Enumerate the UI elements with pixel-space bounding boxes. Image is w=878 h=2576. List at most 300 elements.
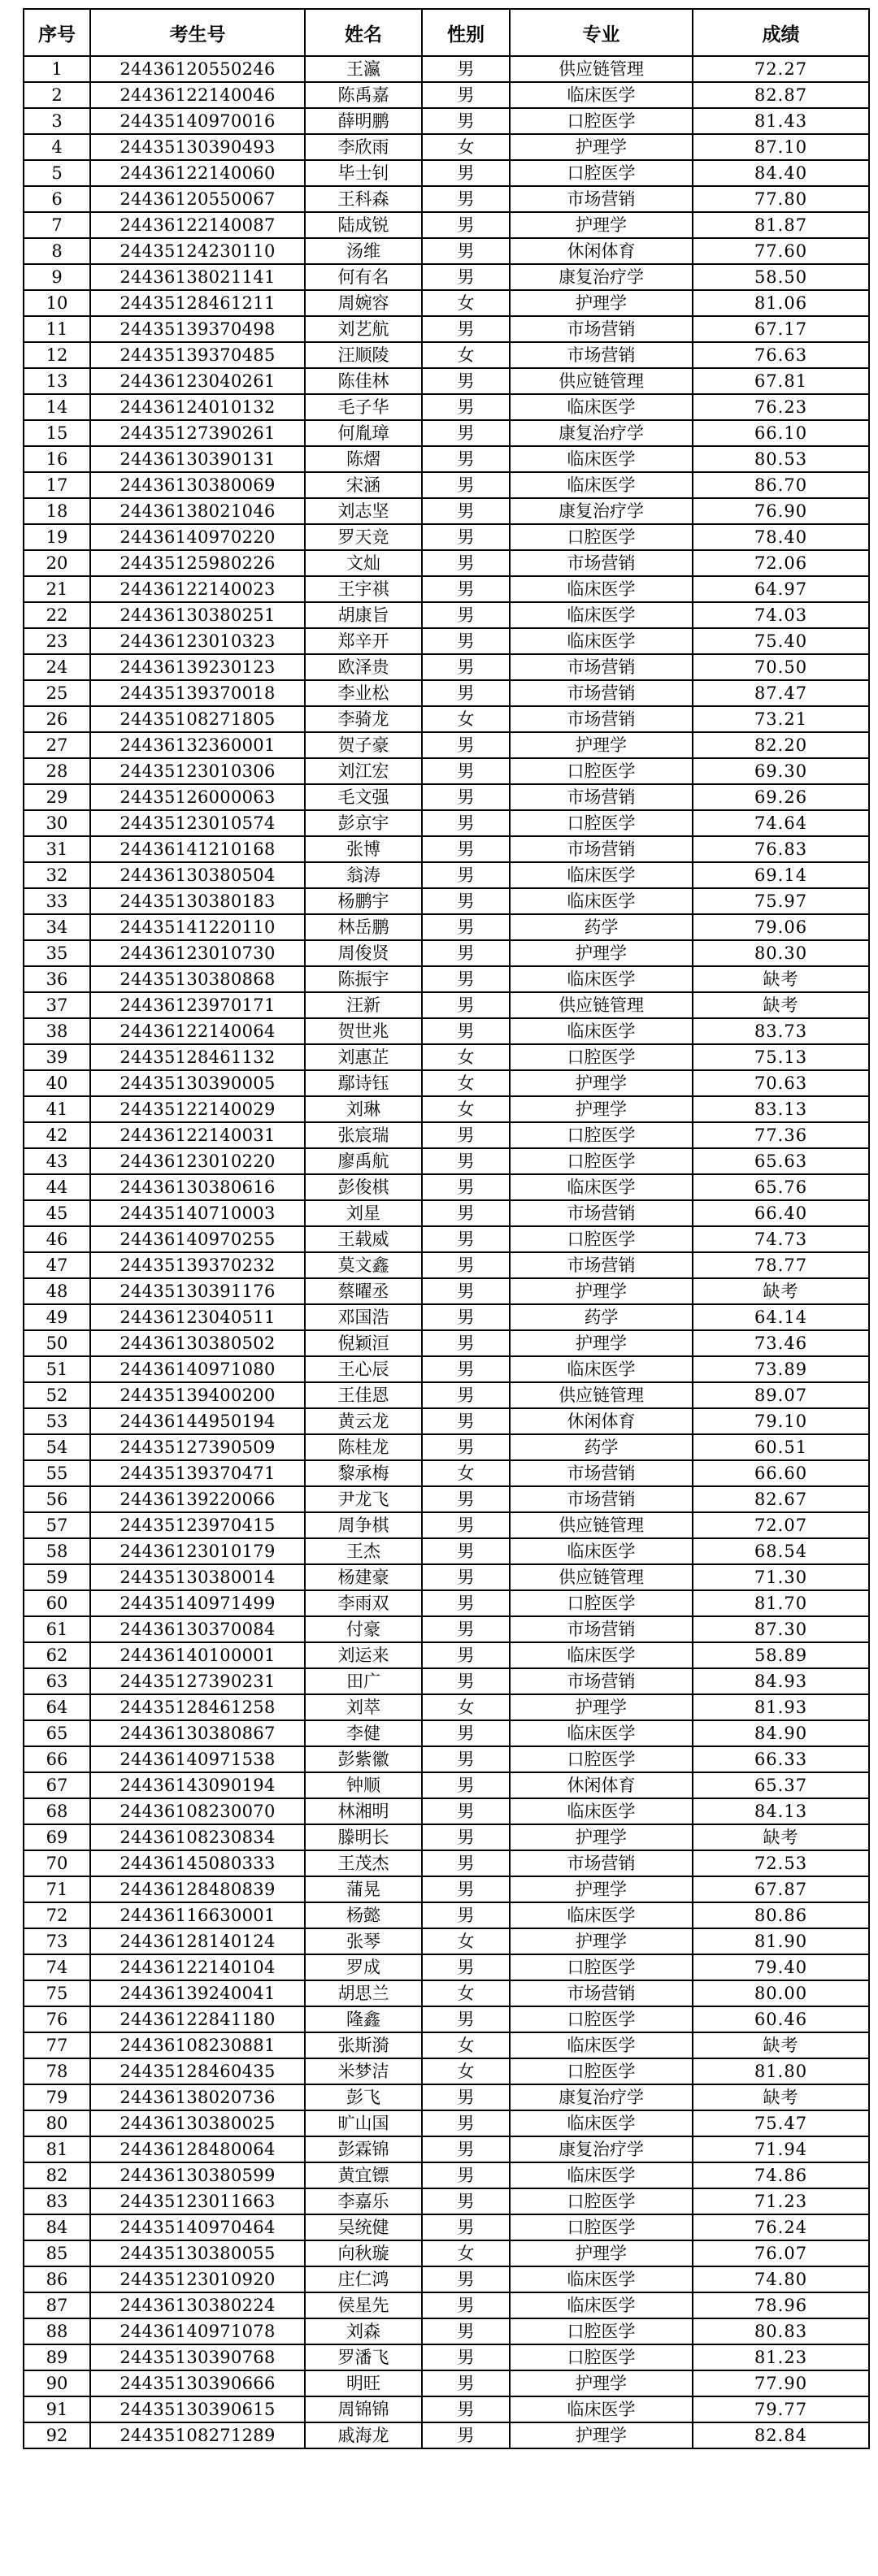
cell-seq: 82 (24, 2162, 90, 2188)
cell-gender: 男 (422, 446, 510, 472)
cell-name: 钟顺 (305, 1772, 422, 1798)
cell-gender: 男 (422, 1538, 510, 1564)
cell-major: 护理学 (510, 2422, 693, 2448)
cell-score: 64.97 (693, 576, 869, 602)
cell-seq: 29 (24, 784, 90, 810)
cell-score: 75.40 (693, 628, 869, 654)
cell-seq: 50 (24, 1330, 90, 1356)
cell-name: 陈禹嘉 (305, 82, 422, 108)
cell-name: 付豪 (305, 1616, 422, 1642)
table-row (24, 1434, 869, 1460)
cell-score: 58.89 (693, 1642, 869, 1668)
cell-exam-number: 24436123040511 (90, 1304, 305, 1330)
cell-name: 王载威 (305, 1226, 422, 1252)
cell-major: 休闲体育 (510, 1772, 693, 1798)
cell-major: 休闲体育 (510, 238, 693, 264)
cell-major: 护理学 (510, 1876, 693, 1902)
cell-exam-number: 24435139370485 (90, 342, 305, 368)
cell-gender: 男 (422, 2084, 510, 2110)
table-row (24, 2214, 869, 2240)
cell-name: 李嘉乐 (305, 2188, 422, 2214)
cell-exam-number: 24435130390615 (90, 2396, 305, 2422)
cell-score: 72.07 (693, 1512, 869, 1538)
cell-name: 刘星 (305, 1200, 422, 1226)
cell-gender: 男 (422, 2318, 510, 2344)
cell-exam-number: 24436143090194 (90, 1772, 305, 1798)
cell-exam-number: 24436130380867 (90, 1720, 305, 1746)
cell-major: 供应链管理 (510, 368, 693, 394)
cell-gender: 男 (422, 966, 510, 992)
cell-exam-number: 24436130380251 (90, 602, 305, 628)
cell-name: 黎承梅 (305, 1460, 422, 1486)
cell-major: 供应链管理 (510, 1564, 693, 1590)
cell-gender: 男 (422, 2136, 510, 2162)
cell-seq: 5 (24, 160, 90, 186)
cell-major: 临床医学 (510, 472, 693, 498)
cell-major: 市场营销 (510, 1486, 693, 1512)
cell-score: 81.90 (693, 1928, 869, 1954)
cell-exam-number: 24436130370084 (90, 1616, 305, 1642)
cell-name: 隆鑫 (305, 2006, 422, 2032)
cell-major: 市场营销 (510, 1850, 693, 1876)
table-row (24, 134, 869, 160)
table-row (24, 940, 869, 966)
cell-name: 毕士钊 (305, 160, 422, 186)
table-row (24, 1824, 869, 1850)
table-row (24, 784, 869, 810)
cell-exam-number: 24436123970171 (90, 992, 305, 1018)
header-row (24, 9, 869, 56)
cell-exam-number: 24435125980226 (90, 550, 305, 576)
cell-gender: 男 (422, 680, 510, 706)
cell-major: 口腔医学 (510, 160, 693, 186)
cell-exam-number: 24435139370018 (90, 680, 305, 706)
cell-gender: 男 (422, 576, 510, 602)
cell-exam-number: 24435128461132 (90, 1044, 305, 1070)
cell-exam-number: 24436140100001 (90, 1642, 305, 1668)
cell-score: 66.40 (693, 1200, 869, 1226)
cell-exam-number: 24435122140029 (90, 1096, 305, 1122)
cell-exam-number: 24436130380025 (90, 2110, 305, 2136)
cell-exam-number: 24436120550067 (90, 186, 305, 212)
cell-score: 66.10 (693, 420, 869, 446)
cell-score: 72.53 (693, 1850, 869, 1876)
cell-seq: 64 (24, 1694, 90, 1720)
cell-name: 王瀛 (305, 56, 422, 82)
cell-major: 口腔医学 (510, 108, 693, 134)
cell-name: 吴统健 (305, 2214, 422, 2240)
cell-gender: 男 (422, 2162, 510, 2188)
cell-seq: 51 (24, 1356, 90, 1382)
cell-seq: 81 (24, 2136, 90, 2162)
cell-gender: 男 (422, 810, 510, 836)
cell-gender: 男 (422, 1174, 510, 1200)
cell-score: 76.23 (693, 394, 869, 420)
cell-exam-number: 24436139220066 (90, 1486, 305, 1512)
cell-major: 护理学 (510, 1278, 693, 1304)
table-row (24, 1720, 869, 1746)
cell-name: 杨建豪 (305, 1564, 422, 1590)
cell-major: 口腔医学 (510, 2214, 693, 2240)
cell-exam-number: 24436122140064 (90, 1018, 305, 1044)
table-row (24, 1980, 869, 2006)
cell-name: 毛文强 (305, 784, 422, 810)
cell-name: 彭俊棋 (305, 1174, 422, 1200)
cell-gender: 男 (422, 732, 510, 758)
cell-exam-number: 24435127390509 (90, 1434, 305, 1460)
cell-score: 70.50 (693, 654, 869, 680)
cell-exam-number: 24435128461258 (90, 1694, 305, 1720)
cell-name: 彭紫徽 (305, 1746, 422, 1772)
cell-name: 汪顺陵 (305, 342, 422, 368)
cell-exam-number: 24435140971499 (90, 1590, 305, 1616)
cell-gender: 男 (422, 1824, 510, 1850)
cell-score: 71.23 (693, 2188, 869, 2214)
cell-gender: 男 (422, 1148, 510, 1174)
cell-name: 李雨双 (305, 1590, 422, 1616)
cell-gender: 男 (422, 2214, 510, 2240)
cell-seq: 62 (24, 1642, 90, 1668)
cell-major: 临床医学 (510, 576, 693, 602)
cell-name: 刘萃 (305, 1694, 422, 1720)
table-row (24, 472, 869, 498)
cell-score: 81.23 (693, 2344, 869, 2370)
cell-score: 缺考 (693, 966, 869, 992)
cell-score: 69.14 (693, 862, 869, 888)
cell-score: 64.14 (693, 1304, 869, 1330)
cell-seq: 28 (24, 758, 90, 784)
cell-name: 刘江宏 (305, 758, 422, 784)
cell-gender: 男 (422, 1200, 510, 1226)
cell-score: 81.06 (693, 290, 869, 316)
cell-exam-number: 24436140971080 (90, 1356, 305, 1382)
cell-major: 市场营销 (510, 342, 693, 368)
cell-seq: 58 (24, 1538, 90, 1564)
cell-exam-number: 24436130380502 (90, 1330, 305, 1356)
cell-name: 彭京宇 (305, 810, 422, 836)
cell-score: 69.26 (693, 784, 869, 810)
cell-seq: 47 (24, 1252, 90, 1278)
cell-major: 药学 (510, 914, 693, 940)
cell-major: 口腔医学 (510, 2006, 693, 2032)
cell-gender: 男 (422, 1798, 510, 1824)
cell-exam-number: 24436138020736 (90, 2084, 305, 2110)
cell-major: 临床医学 (510, 2266, 693, 2292)
cell-gender: 女 (422, 1044, 510, 1070)
cell-exam-number: 24435123970415 (90, 1512, 305, 1538)
cell-gender: 男 (422, 238, 510, 264)
cell-seq: 37 (24, 992, 90, 1018)
cell-exam-number: 24436130380599 (90, 2162, 305, 2188)
cell-exam-number: 24436140970255 (90, 1226, 305, 1252)
cell-name: 陈振宇 (305, 966, 422, 992)
header-major: 专业 (510, 9, 693, 56)
cell-name: 蒲晃 (305, 1876, 422, 1902)
cell-name: 侯星先 (305, 2292, 422, 2318)
cell-name: 周俊贤 (305, 940, 422, 966)
table-row (24, 2370, 869, 2396)
cell-seq: 78 (24, 2058, 90, 2084)
cell-gender: 男 (422, 1304, 510, 1330)
cell-score: 73.89 (693, 1356, 869, 1382)
cell-seq: 14 (24, 394, 90, 420)
table-row (24, 810, 869, 836)
cell-score: 82.20 (693, 732, 869, 758)
cell-gender: 男 (422, 394, 510, 420)
cell-major: 口腔医学 (510, 758, 693, 784)
cell-gender: 男 (422, 654, 510, 680)
cell-gender: 男 (422, 2370, 510, 2396)
table-row (24, 1590, 869, 1616)
table-row (24, 1746, 869, 1772)
cell-score: 82.84 (693, 2422, 869, 2448)
cell-seq: 87 (24, 2292, 90, 2318)
table-row (24, 1356, 869, 1382)
cell-name: 田广 (305, 1668, 422, 1694)
cell-seq: 6 (24, 186, 90, 212)
cell-gender: 男 (422, 1590, 510, 1616)
cell-name: 庄仁鸿 (305, 2266, 422, 2292)
cell-major: 临床医学 (510, 1720, 693, 1746)
cell-major: 康复治疗学 (510, 264, 693, 290)
cell-gender: 男 (422, 1772, 510, 1798)
cell-seq: 20 (24, 550, 90, 576)
cell-seq: 69 (24, 1824, 90, 1850)
cell-major: 市场营销 (510, 316, 693, 342)
cell-gender: 男 (422, 888, 510, 914)
cell-seq: 48 (24, 1278, 90, 1304)
cell-score: 60.46 (693, 2006, 869, 2032)
cell-exam-number: 24435123010574 (90, 810, 305, 836)
cell-name: 戚海龙 (305, 2422, 422, 2448)
cell-gender: 男 (422, 82, 510, 108)
cell-exam-number: 24435130380055 (90, 2240, 305, 2266)
cell-major: 口腔医学 (510, 1044, 693, 1070)
table-row (24, 498, 869, 524)
cell-score: 74.80 (693, 2266, 869, 2292)
cell-exam-number: 24435123010306 (90, 758, 305, 784)
cell-score: 87.10 (693, 134, 869, 160)
cell-name: 张琴 (305, 1928, 422, 1954)
cell-exam-number: 24435139370498 (90, 316, 305, 342)
table-row (24, 1512, 869, 1538)
cell-score: 84.93 (693, 1668, 869, 1694)
cell-seq: 73 (24, 1928, 90, 1954)
cell-score: 79.10 (693, 1408, 869, 1434)
cell-name: 彭霖锦 (305, 2136, 422, 2162)
cell-name: 蔡曜丞 (305, 1278, 422, 1304)
table-row (24, 2422, 869, 2448)
cell-gender: 男 (422, 1486, 510, 1512)
cell-gender: 男 (422, 1876, 510, 1902)
cell-major: 口腔医学 (510, 1590, 693, 1616)
cell-exam-number: 24435130390666 (90, 2370, 305, 2396)
cell-score: 84.13 (693, 1798, 869, 1824)
cell-exam-number: 24436122140104 (90, 1954, 305, 1980)
cell-score: 79.06 (693, 914, 869, 940)
cell-gender: 男 (422, 524, 510, 550)
cell-seq: 85 (24, 2240, 90, 2266)
cell-major: 市场营销 (510, 1980, 693, 2006)
table-row (24, 238, 869, 264)
cell-gender: 男 (422, 2188, 510, 2214)
cell-gender: 男 (422, 108, 510, 134)
cell-gender: 男 (422, 2396, 510, 2422)
cell-gender: 男 (422, 1252, 510, 1278)
cell-major: 市场营销 (510, 706, 693, 732)
cell-score: 76.83 (693, 836, 869, 862)
cell-seq: 55 (24, 1460, 90, 1486)
table-row (24, 56, 869, 82)
cell-major: 临床医学 (510, 628, 693, 654)
cell-exam-number: 24436122140046 (90, 82, 305, 108)
cell-seq: 13 (24, 368, 90, 394)
cell-seq: 1 (24, 56, 90, 82)
cell-exam-number: 24436108230070 (90, 1798, 305, 1824)
table-row (24, 654, 869, 680)
cell-exam-number: 24435140970464 (90, 2214, 305, 2240)
cell-gender: 女 (422, 2058, 510, 2084)
cell-exam-number: 24436128140124 (90, 1928, 305, 1954)
cell-score: 75.97 (693, 888, 869, 914)
cell-exam-number: 24436122841180 (90, 2006, 305, 2032)
cell-name: 翁涛 (305, 862, 422, 888)
cell-major: 药学 (510, 1304, 693, 1330)
cell-exam-number: 24436130380616 (90, 1174, 305, 1200)
cell-score: 72.06 (693, 550, 869, 576)
cell-name: 陈熠 (305, 446, 422, 472)
cell-name: 王杰 (305, 1538, 422, 1564)
cell-name: 王科森 (305, 186, 422, 212)
cell-exam-number: 24435123011663 (90, 2188, 305, 2214)
cell-gender: 男 (422, 628, 510, 654)
table-row (24, 524, 869, 550)
cell-name: 黄云龙 (305, 1408, 422, 1434)
cell-name: 欧泽贵 (305, 654, 422, 680)
cell-name: 何有名 (305, 264, 422, 290)
score-table (23, 8, 870, 2449)
cell-seq: 49 (24, 1304, 90, 1330)
cell-major: 口腔医学 (510, 2318, 693, 2344)
cell-score: 65.76 (693, 1174, 869, 1200)
cell-score: 81.70 (693, 1590, 869, 1616)
cell-exam-number: 24436123040261 (90, 368, 305, 394)
cell-exam-number: 24436123010179 (90, 1538, 305, 1564)
table-row (24, 1018, 869, 1044)
cell-name: 刘艺航 (305, 316, 422, 342)
cell-exam-number: 24436130380504 (90, 862, 305, 888)
cell-seq: 90 (24, 2370, 90, 2396)
cell-major: 市场营销 (510, 1460, 693, 1486)
cell-major: 临床医学 (510, 1356, 693, 1382)
cell-name: 文灿 (305, 550, 422, 576)
cell-gender: 男 (422, 2266, 510, 2292)
cell-exam-number: 24436123010323 (90, 628, 305, 654)
cell-exam-number: 24436128480064 (90, 2136, 305, 2162)
cell-score: 87.30 (693, 1616, 869, 1642)
cell-score: 66.60 (693, 1460, 869, 1486)
cell-score: 77.36 (693, 1122, 869, 1148)
cell-exam-number: 24435139370471 (90, 1460, 305, 1486)
cell-seq: 40 (24, 1070, 90, 1096)
cell-score: 74.86 (693, 2162, 869, 2188)
cell-gender: 男 (422, 1226, 510, 1252)
cell-major: 临床医学 (510, 888, 693, 914)
table-row (24, 1642, 869, 1668)
cell-seq: 4 (24, 134, 90, 160)
table-row (24, 2032, 869, 2058)
cell-exam-number: 24436122140023 (90, 576, 305, 602)
table-body (24, 56, 869, 2448)
cell-score: 81.93 (693, 1694, 869, 1720)
cell-gender: 男 (422, 1668, 510, 1694)
table-row (24, 1122, 869, 1148)
cell-name: 汤维 (305, 238, 422, 264)
cell-name: 杨懿 (305, 1902, 422, 1928)
cell-major: 护理学 (510, 1928, 693, 1954)
cell-exam-number: 24436124010132 (90, 394, 305, 420)
cell-seq: 17 (24, 472, 90, 498)
cell-score: 82.87 (693, 82, 869, 108)
cell-name: 何胤璋 (305, 420, 422, 446)
table-row (24, 1200, 869, 1226)
cell-gender: 男 (422, 1720, 510, 1746)
cell-seq: 2 (24, 82, 90, 108)
cell-seq: 56 (24, 1486, 90, 1512)
cell-seq: 57 (24, 1512, 90, 1538)
cell-name: 刘惠芷 (305, 1044, 422, 1070)
cell-score: 67.17 (693, 316, 869, 342)
table-row (24, 368, 869, 394)
cell-major: 护理学 (510, 134, 693, 160)
cell-seq: 65 (24, 1720, 90, 1746)
cell-gender: 男 (422, 316, 510, 342)
cell-gender: 男 (422, 1746, 510, 1772)
cell-exam-number: 24436120550246 (90, 56, 305, 82)
table-row (24, 1460, 869, 1486)
cell-exam-number: 24435130390005 (90, 1070, 305, 1096)
cell-gender: 女 (422, 1460, 510, 1486)
cell-exam-number: 24435140970016 (90, 108, 305, 134)
cell-exam-number: 24436122140031 (90, 1122, 305, 1148)
cell-exam-number: 24436128480839 (90, 1876, 305, 1902)
cell-major: 临床医学 (510, 1538, 693, 1564)
cell-gender: 男 (422, 992, 510, 1018)
cell-score: 71.94 (693, 2136, 869, 2162)
cell-seq: 45 (24, 1200, 90, 1226)
cell-score: 76.63 (693, 342, 869, 368)
cell-major: 口腔医学 (510, 1226, 693, 1252)
cell-gender: 女 (422, 1694, 510, 1720)
cell-score: 77.80 (693, 186, 869, 212)
cell-seq: 11 (24, 316, 90, 342)
cell-major: 市场营销 (510, 784, 693, 810)
cell-seq: 25 (24, 680, 90, 706)
cell-seq: 89 (24, 2344, 90, 2370)
cell-name: 胡康旨 (305, 602, 422, 628)
cell-exam-number: 24436141210168 (90, 836, 305, 862)
cell-name: 彭飞 (305, 2084, 422, 2110)
table-row (24, 758, 869, 784)
cell-major: 市场营销 (510, 654, 693, 680)
cell-score: 87.47 (693, 680, 869, 706)
cell-name: 罗天竞 (305, 524, 422, 550)
cell-score: 70.63 (693, 1070, 869, 1096)
cell-seq: 10 (24, 290, 90, 316)
cell-seq: 19 (24, 524, 90, 550)
table-row (24, 160, 869, 186)
cell-seq: 92 (24, 2422, 90, 2448)
